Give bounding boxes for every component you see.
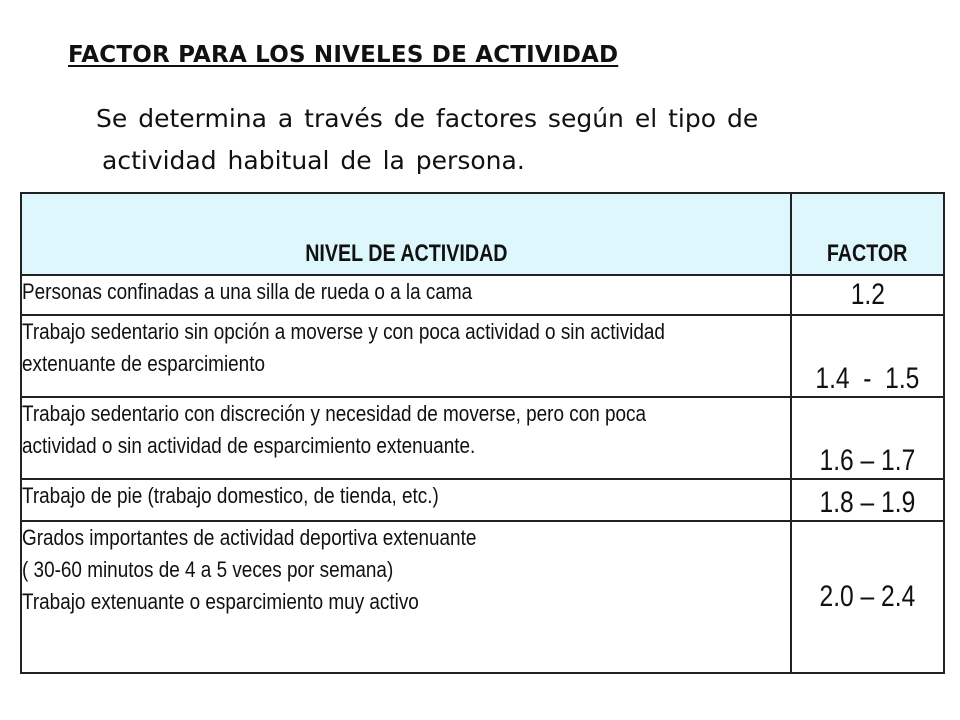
- factor-value: 1.6 – 1.7: [791, 397, 944, 479]
- activity-description: Grados importantes de actividad deportiva extenuante ( 30-60 minutos de 4 a 5 veces por semana) Trabajo extenuante o esparcimiento muy activo: [21, 521, 791, 673]
- page-title: FACTOR PARA LOS NIVELES DE ACTIVIDAD: [68, 42, 619, 68]
- activity-description: Trabajo de pie (trabajo domestico, de tienda, etc.): [21, 479, 791, 521]
- header-factor: FACTOR: [791, 193, 944, 275]
- intro-line-1: Se determina a través de factores según el tipo de: [96, 104, 759, 133]
- table-row: [21, 397, 944, 479]
- activity-factor-table: [20, 192, 945, 674]
- intro-line-2: actividad habitual de la persona.: [102, 146, 525, 175]
- factor-value: 1.4 - 1.5: [791, 315, 944, 397]
- factor-value: 2.0 – 2.4: [791, 521, 944, 673]
- activity-description: Trabajo sedentario con discreción y necesidad de moverse, pero con poca actividad o sin actividad de esparcimiento extenuante.: [21, 397, 791, 479]
- table-header-row: [21, 193, 944, 275]
- activity-description: Personas confinadas a una silla de rueda o a la cama: [21, 275, 791, 315]
- table-row: [21, 275, 944, 315]
- factor-value: 1.2: [791, 275, 944, 315]
- header-activity-level: NIVEL DE ACTIVIDAD: [21, 193, 791, 275]
- table-row: [21, 479, 944, 521]
- activity-description: Trabajo sedentario sin opción a moverse y con poca actividad o sin actividad extenuante de esparcimiento: [21, 315, 791, 397]
- factor-value: 1.8 – 1.9: [791, 479, 944, 521]
- table-row: [21, 315, 944, 397]
- intro-paragraph: [96, 98, 886, 182]
- table-row: [21, 521, 944, 673]
